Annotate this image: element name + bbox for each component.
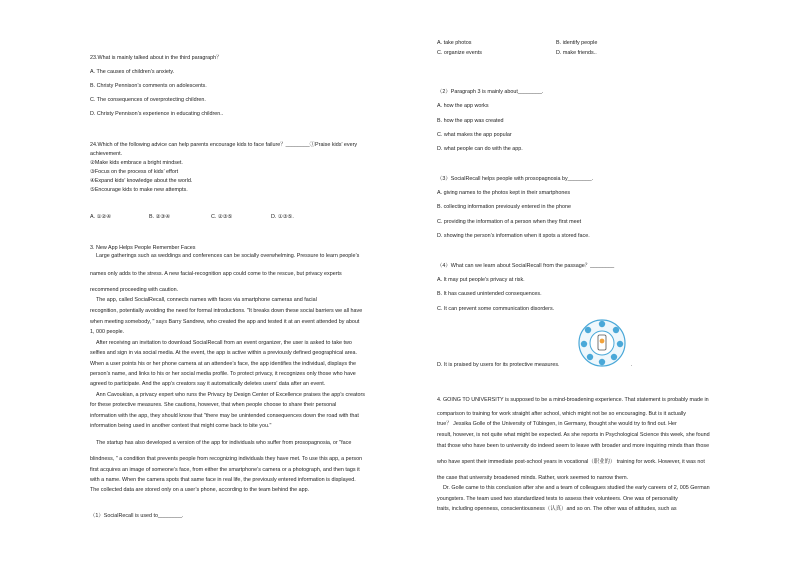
- q2-option-c: C. what makes the app popular: [437, 132, 512, 138]
- p3-line: When a user points his or her phone camera at an attendee’s face, the app identifies the individual, displays the: [90, 361, 357, 367]
- q3-stem: （3）SocialRecall helps people with prosopagnosia by________.: [437, 176, 594, 182]
- p3-line: for these protective measures. She cautions, however, that when people choose to share their personal: [90, 402, 337, 408]
- p3-line: The app, called SocialRecall, connects names with faces via smartphone cameras and facial: [96, 297, 317, 303]
- q3-option-c: C. providing the information of a person when they first meet: [437, 219, 582, 225]
- q2-stem: （2）Paragraph 3 is mainly about________.: [437, 89, 544, 95]
- q24-option-a: A. ①②④: [90, 214, 112, 220]
- p3-line: Ann Cavoukian, a privacy expert who runs the Privacy by Design Center of Excellence praises the app’s creators: [96, 392, 365, 398]
- q4-option-a: A. It may put people’s privacy at risk.: [437, 277, 525, 283]
- p3-line: person’s name, and links to his or her social media profile. To protect privacy, it recognizes only those who have: [90, 371, 356, 377]
- q24-stem: 24.Which of the following advice can help parents encourage kids to face failure？________①Praise kids’ every: [90, 142, 358, 148]
- p3-line: After receiving an invitation to download SocialRecall from an event organizer, the user is asked to take two: [96, 340, 352, 346]
- p4-line: the case that university broadened minds. Rather, work seemed to narrow them.: [437, 475, 629, 481]
- q24-option-b: B. ②③④: [149, 214, 171, 220]
- p3-line: with a name. When the camera spots that same face in real life, the previously entered information is displayed.: [90, 477, 356, 483]
- p4-line: 4. GOING TO UNIVERSITY is supposed to be a mind-broadening experience. That statement is probably made in: [437, 397, 709, 403]
- q4-option-d: D. It is praised by users for its protective measures.: [437, 362, 560, 368]
- q24-item-5: ⑤Encourage kids to make new attempts.: [90, 187, 188, 193]
- q3-option-b: B. collecting information previously entered in the phone: [437, 204, 571, 210]
- p3-line: 1, 000 people.: [90, 329, 125, 335]
- q24-item-4: ④Expand kids’ knowledge about the world.: [90, 178, 193, 184]
- p3-line: first acquires an image of someone’s face, from either the smartphone’s camera or a photograph, and then tags it: [90, 467, 360, 473]
- p3-line: Large gatherings such as weddings and conferences can be socially overwhelming. Pressure to learn people’s: [96, 253, 360, 259]
- p3-line: agreed to participate. And the app’s creators say it automatically deletes users’ data after an event.: [90, 381, 326, 387]
- p4-line: that those who have been to university do indeed seem to leave with broader and more inquiring minds than those: [437, 443, 710, 449]
- q4-stem: （4）What can we learn about SocialRecall from the passage？________: [437, 263, 615, 269]
- q23-option-b: B. Christy Pennison’s comments on adolescents.: [90, 83, 207, 89]
- p3-line: recognition, potentially avoiding the need for formal introductions. "It breaks down these social barriers we all have: [90, 308, 363, 314]
- q1-option-d: D. make friends..: [556, 50, 597, 56]
- q24-item-2: ②Make kids embrace a bright mindset.: [90, 160, 183, 166]
- passage-3-title: 3. New App Helps People Remember Faces: [90, 245, 196, 251]
- q1-option-b: B. identify people: [556, 40, 598, 46]
- p3-line: selfies and sign in via social media. At the event, the app is active within a previously defined geographical area.: [90, 350, 357, 356]
- p3-line: recommend proceeding with caution.: [90, 287, 179, 293]
- q24-item-3: ③Focus on the process of kids’ effort: [90, 169, 179, 175]
- p4-line: who have spent their immediate post-school years in vocational（职业的） training for work. However, it was not: [437, 459, 705, 465]
- p3-line: names only adds to the stress. A new facial-recognition app could come to the rescue, but privacy experts: [90, 271, 342, 277]
- q24-option-d: D. ①③⑤.: [271, 214, 294, 220]
- p4-line: youngsters. The team used two standardized tests to assess their volunteers. One was of personality: [437, 496, 678, 502]
- q1-option-a: A. take photos: [437, 40, 472, 46]
- q23-stem: 23.What is mainly talked about in the third paragraph？: [90, 55, 222, 61]
- q23-option-a: A. The causes of children’s anxiety.: [90, 69, 175, 75]
- q2-option-a: A. how the app works: [437, 103, 489, 109]
- app-badge-illustration: [577, 318, 627, 368]
- p4-line: result, however, is not quite what might be expected. As she reports in Psychological Science this week, she found: [437, 432, 710, 438]
- p3-line: The startup has also developed a version of the app for individuals who suffer from prosopagnosia, or "face: [96, 440, 352, 446]
- q4-option-c: C. It can prevent some communication disorders.: [437, 306, 555, 312]
- p4-line: true？ Jessika Golle of the University of Tübingen, in Germany, thought she would try to find out. Her: [437, 421, 677, 427]
- q23-option-c: C. The consequences of overprotecting children.: [90, 97, 206, 103]
- q24-option-c: C. ②③⑤: [211, 214, 233, 220]
- face-icon: [600, 339, 605, 344]
- q3-option-d: D. showing the person’s information when it spots a stored face.: [437, 233, 590, 239]
- p3-line: blindness, " a condition that prevents people from recognizing individuals they have met. To use this app, a person: [90, 456, 363, 462]
- p3-line: when meeting somebody, " says Barry Sandrew, who created the app and tested it at an event attended by about: [90, 319, 360, 325]
- p4-line: Dr. Golle came to this conclusion after she and a team of colleagues studied the early careers of 2, 005 German: [443, 485, 710, 491]
- p3-line: The collected data are stored only on a user’s phone, according to the team behind the app.: [90, 487, 310, 493]
- q2-option-b: B. how the app was created: [437, 118, 504, 124]
- p4-line: traits, including openness, conscientiousness（认真）and so on. The other was of attitudes, such as: [437, 506, 677, 512]
- p3-line: information with the app, they should know that "there may be unintended consequences down the road with that: [90, 413, 359, 419]
- q1-stem: （1）SocialRecall is used to________.: [90, 513, 184, 519]
- q4-option-d-end: .: [631, 362, 633, 368]
- p4-line: comparison to training for work straight after school, which might not be so encouraging. But is it actually: [437, 411, 686, 417]
- q1-option-c: C. organize events: [437, 50, 482, 56]
- p3-line: information being used in another context that might come back to bite you.": [90, 423, 272, 429]
- q23-option-d: D. Christy Pennison’s experience in educating children..: [90, 111, 224, 117]
- q2-option-d: D. what people can do with the app.: [437, 146, 523, 152]
- q24-stem-cont: achievement.: [90, 151, 123, 157]
- q4-option-b: B. It has caused unintended consequences.: [437, 291, 542, 297]
- q3-option-a: A. giving names to the photos kept in their smartphones: [437, 190, 571, 196]
